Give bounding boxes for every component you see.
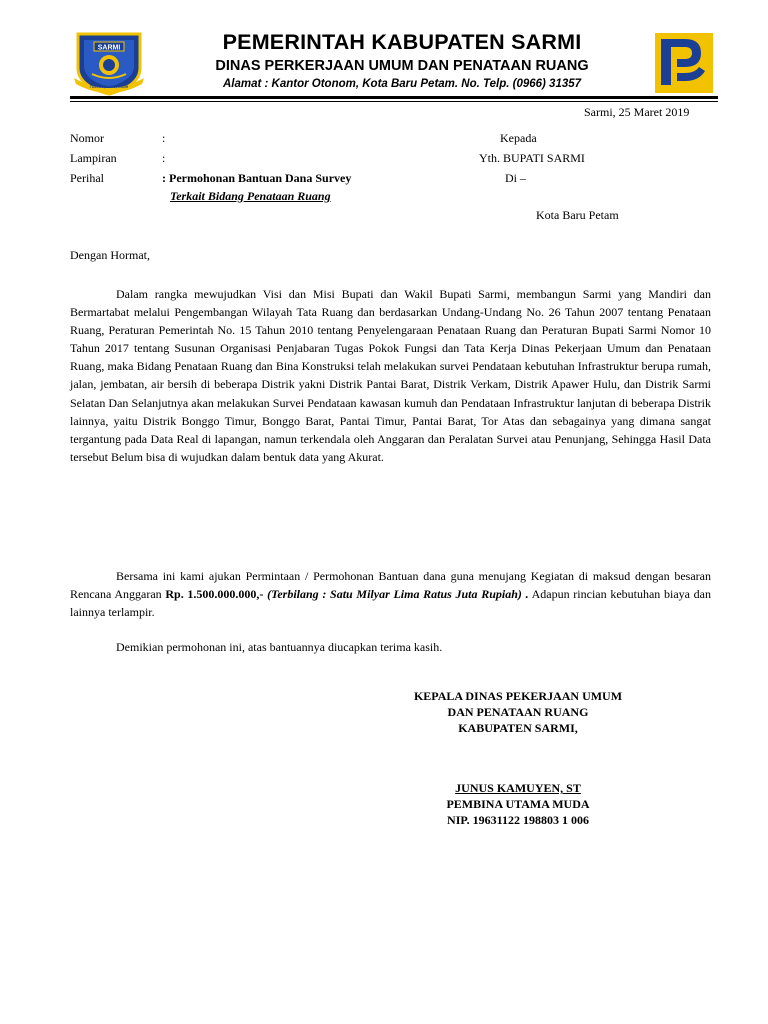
signature-nip: NIP. 19631122 198803 1 006 bbox=[447, 813, 589, 827]
letter-body bbox=[70, 285, 711, 466]
paragraph-2-text-a: Bersama ini kami ajukan Permintaan / Permohonan Bantuan dana guna menujang Kegiatan di maksud dengan besaran Rencana Anggaran bbox=[70, 569, 711, 602]
perihal-value-line2: Terkait Bidang Penataan Ruang bbox=[170, 189, 331, 203]
recipient-place: Kota Baru Petam bbox=[536, 208, 619, 222]
letterhead-subtitle: DINAS PERKERJAAN UMUM DAN PENATAAN RUANG bbox=[215, 58, 589, 74]
pu-logo-icon bbox=[655, 33, 713, 93]
paragraph-2-text-b: Adapun rincian kebutuhan biaya dan lainnya terlampir. bbox=[70, 587, 712, 620]
letter-date: Sarmi, 25 Maret 2019 bbox=[584, 105, 690, 119]
paragraph-2 bbox=[70, 567, 711, 621]
letterhead-rule-thin bbox=[70, 101, 718, 102]
sarmi-emblem-icon bbox=[72, 28, 146, 96]
recipient-name: Yth. BUPATI SARMI bbox=[479, 151, 585, 165]
letterhead-address: Alamat : Kantor Otonom, Kota Baru Petam. No. Telp. (0966) 31357 bbox=[222, 78, 582, 90]
lampiran-value: : bbox=[162, 151, 166, 165]
svg-text:SARMI: SARMI bbox=[97, 44, 121, 52]
letterhead-title: PEMERINTAH KABUPATEN SARMI bbox=[222, 30, 582, 54]
signature-role-1: KEPALA DINAS PEKERJAAN UMUM bbox=[413, 689, 623, 703]
nomor-label: Nomor bbox=[70, 131, 104, 145]
signature-role-3: KABUPATEN SARMI, bbox=[458, 721, 578, 735]
perihal-value: : Permohonan Bantuan Dana Survey bbox=[162, 171, 352, 185]
amount-spelled: (Terbilang : Satu Milyar Lima Ratus Juta Rupiah) . bbox=[267, 587, 529, 602]
paragraph-3 bbox=[70, 638, 711, 656]
svg-text:TUNGGU, KARYA, KASIH: TUNGGU, KARYA, KASIH bbox=[89, 85, 129, 89]
recipient-kepada: Kepada bbox=[500, 131, 537, 145]
requested-amount: Rp. 1.500.000.000,- bbox=[165, 587, 264, 602]
letterhead-rule-thick bbox=[70, 96, 718, 99]
signature-role-2: DAN PENATAAN RUANG bbox=[447, 705, 589, 719]
recipient-di: Di – bbox=[505, 171, 526, 185]
paragraph-3-text: Demikian permohonan ini, atas bantuannya diucapkan terima kasih. bbox=[116, 640, 443, 654]
salutation: Dengan Hormat, bbox=[70, 248, 150, 262]
signature-name: JUNUS KAMUYEN, ST bbox=[455, 781, 581, 795]
paragraph-1: Dalam rangka mewujudkan Visi dan Misi Bupati dan Wakil Bupati Sarmi, membangun Sarmi yang Mandiri dan Bermartabat melalui Pengembangan Wilayah Tata Ruang dan berdasarkan Undang-Undang No. 26 Tahun 2007 tentang Penataan Ruang, Peraturan Pemerintah No. 15 Tahun 2010 tentang Penyelengaraan Penataan Ruang dan Peraturan Bupati Sarmi Nomor 10 Tahun 2017 tentang Susunan Organisasi Penjabaran Tugas Pokok Fungsi dan Tata Kerja Dinas Pekerjaan Umum dan Penataan Ruang, maka Bidang Penataan Ruang dan Bina Konstruksi telah melakukan survei Pendataan kebutuhan Infrastruktur berupa rumah, jalan, jembatan, air bersih di beberapa Distrik yakni Distrik Pantai Barat, Distrik Verkam, Distrik Apawer Hulu, dan Distrik Sarmi Selatan Dan Selanjutnya akan melakukan Survei Pendataan kawasan kumuh dan Pendataan Infrastruktur lanjutan di beberapa Distrik lainnya, yaitu Distrik Bonggo Timur, Bonggo Barat, Pantai Timur, Pantai Barat, Tor Atas dan sebagainya yang dimana sangat tergantung pada Data Real di lapangan, namun terkendala oleh Anggaran dan Peralatan Survei atau Penunjang, Sehingga Hasil Data tersebut Belum bisa di wujudkan dalam bentuk data yang Akurat. bbox=[70, 287, 711, 464]
nomor-value: : bbox=[162, 131, 166, 145]
lampiran-label: Lampiran bbox=[70, 151, 117, 165]
perihal-label: Perihal bbox=[70, 171, 104, 185]
signature-rank: PEMBINA UTAMA MUDA bbox=[446, 797, 590, 811]
